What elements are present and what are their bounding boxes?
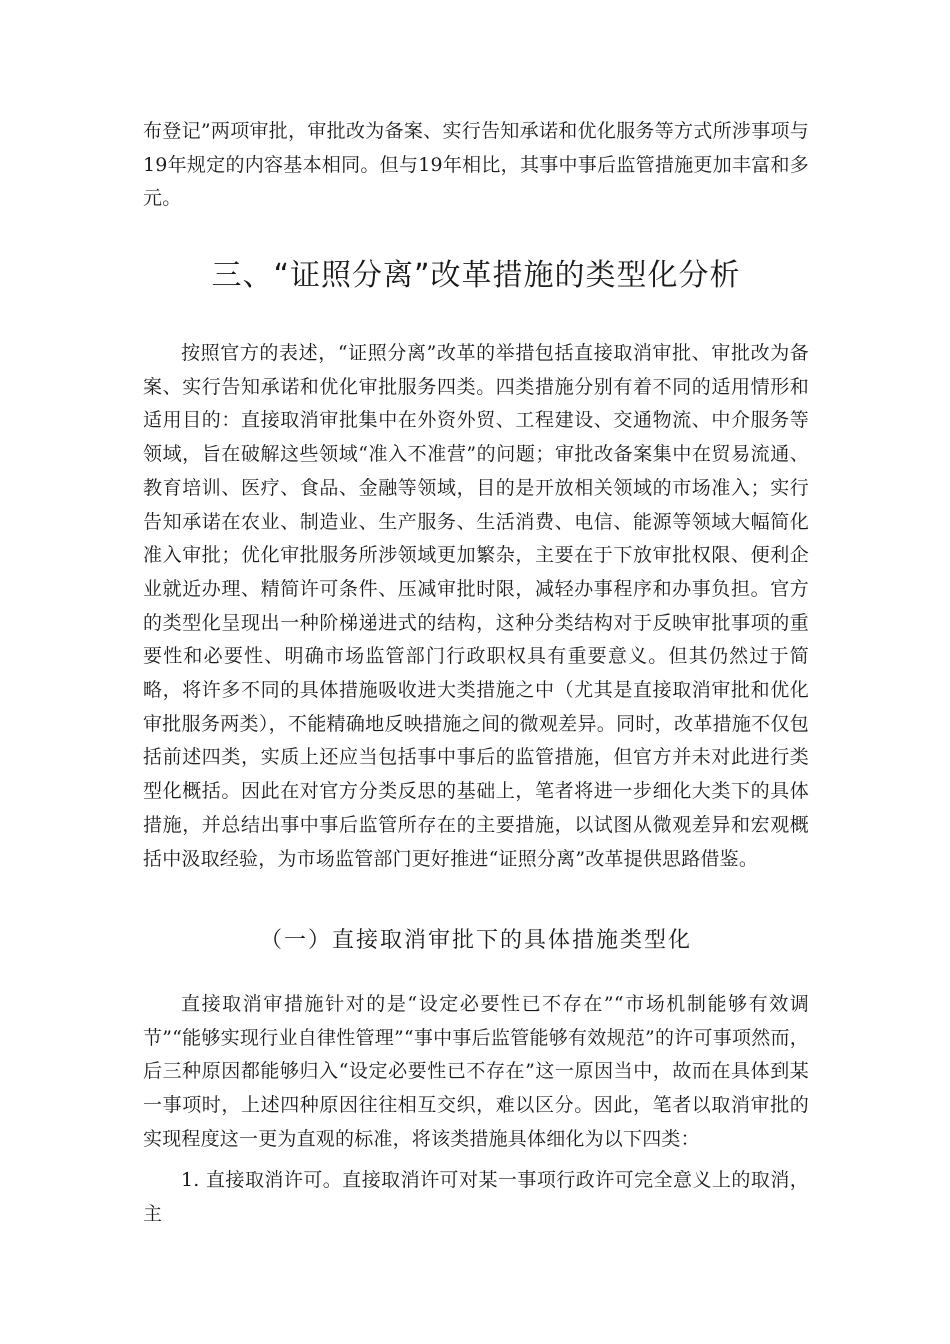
subsection-heading: （一）直接取消审批下的具体措施类型化	[259, 928, 692, 953]
paragraph-main: 按照官方的表述，“证照分离”改革的举措包括直接取消审批、审批改为备案、实行告知承诺和优化审批服务四类。四类措施分别有着不同的适用情形和适用目的：直接取消审批集中在外资外贸、工程建设、交通物流、中介服务等领域，旨在破解这些领域“准入不准营”的问题；审批改备案集中在贸易流通、教育培训、医疗、食品、金融等领域，目的是开放相关领域的市场准入；实行告知承诺在农业、制造业、生产服务、生活消费、电信、能源等领域大幅简化准入审批；优化审批服务所涉领域更加繁杂，主要在于下放审批权限、便利企业就近办理、精简许可条件、压减审批时限，减轻办事程序和办事负担。官方的类型化呈现出一种阶梯递进式的结构，这种分类结构对于反映审批事项的重要性和必要性、明确市场监管部门行政职权具有重要意义。但其仍然过于简略，将许多不同的具体措施吸收进大类措施之中（尤其是直接取消审批和优化审批服务两类），不能精确地反映措施之间的微观差异。同时，改革措施不仅包括前述四类，实质上还应当包括事中事后的监管措施，但官方并未对此进行类型化概括。因此在对官方分类反思的基础上，笔者将进一步细化大类下的具体措施，并总结出事中事后监管所存在的主要措施，以试图从微观差异和宏观概括中汲取经验，为市场监管部门更好推进“证照分离”改革提供思路借鉴。	[143, 342, 809, 870]
section-heading: 三、“证照分离”改革措施的类型化分析	[211, 258, 741, 293]
paragraph-sub: 直接取消审措施针对的是“设定必要性已不存在”“市场机制能够有效调节”“能够实现行业自律性管理”“事中事后监管能够有效规范”的许可事项然而，后三种原因都能够归入“设定必要性已不存在”这一原因当中，故而在具体到某一事项时，上述四种原因往往相互交织，难以区分。因此，笔者以取消审批的实现程度这一更为直观的标准，将该类措施具体细化为以下四类：	[143, 993, 809, 1150]
paragraph-continuation: 布登记”两项审批，审批改为备案、实行告知承诺和优化服务等方式所涉事项与19年规定的内容基本相同。但与19年相比，其事中事后监管措施更加丰富和多元。	[143, 120, 809, 210]
list-item-1: 1. 直接取消许可。直接取消许可对某一事项行政许可完全意义上的取消，主	[143, 1169, 809, 1225]
